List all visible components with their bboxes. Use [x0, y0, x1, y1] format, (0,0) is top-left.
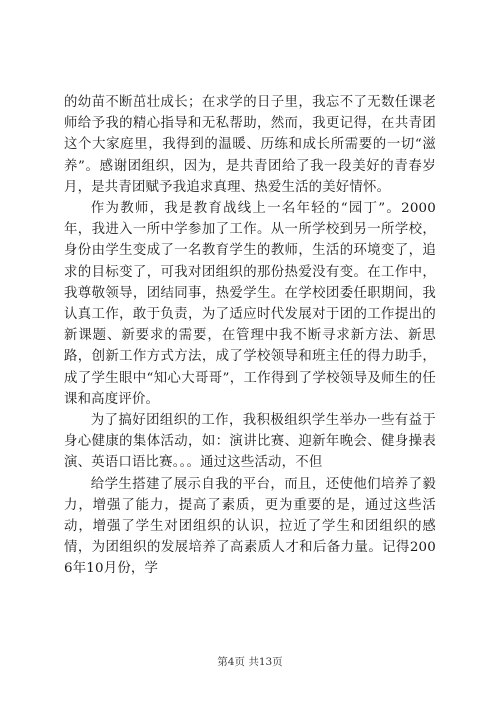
paragraph-1: 的幼苗不断茁壮成长；在求学的日子里，我忘不了无数任课老师给予我的精心指导和无私帮助，然而，我更记得，在共青团这个大家庭里，我得到的温暖、历练和成长所需要的一切“滋养”。感谢团组织，因为，是共青团给了我一段美好的青春岁月，是共青团赋予我追求真理、热爱生活的美好情怀。 [64, 95, 436, 195]
paragraph-2: 作为教师，我是教育战线上一名年轻的“园丁”。2000年，我进入一所中学参加了工作。从一所学校到另一所学校，身份由学生变成了一名教育学生的教师，生活的环境变了，追求的目标变了，可我对团组织的那份热爱没有变。在工作中，我尊敬领导，团结同事，热爱学生。在学校团委任职期间，我认真工作，敢于负责，为了适应时代发展对于团的工作提出的新课题、新要求的需要，在管理中我不断寻求新方法、新思路，创新工作方式方法，成了学校领导和班主任的得力助手，成了学生眼中“知心大哥哥”，工作得到了学校领导及师生的任课和高度评价。 [64, 201, 436, 407]
page-number-footer: 第4页 共13页 [217, 656, 283, 668]
document-body [64, 92, 436, 580]
paragraph-4: 给学生搭建了展示自我的平台，而且，还使他们培养了毅力，增强了能力，提高了素质，更为重要的是，通过这些活动，增强了学生对团组织的认识，拉近了学生和团组织的感情，为团组织的发展培养了高素质人才和后备力量。记得2006年10月份，学 [64, 476, 436, 577]
paragraph-3: 为了搞好团组织的工作，我积极组织学生举办一些有益于身心健康的集体活动，如：演讲比赛、迎新年晚会、健身操表演、英语口语比赛。。。通过这些活动，不但 [64, 413, 436, 471]
